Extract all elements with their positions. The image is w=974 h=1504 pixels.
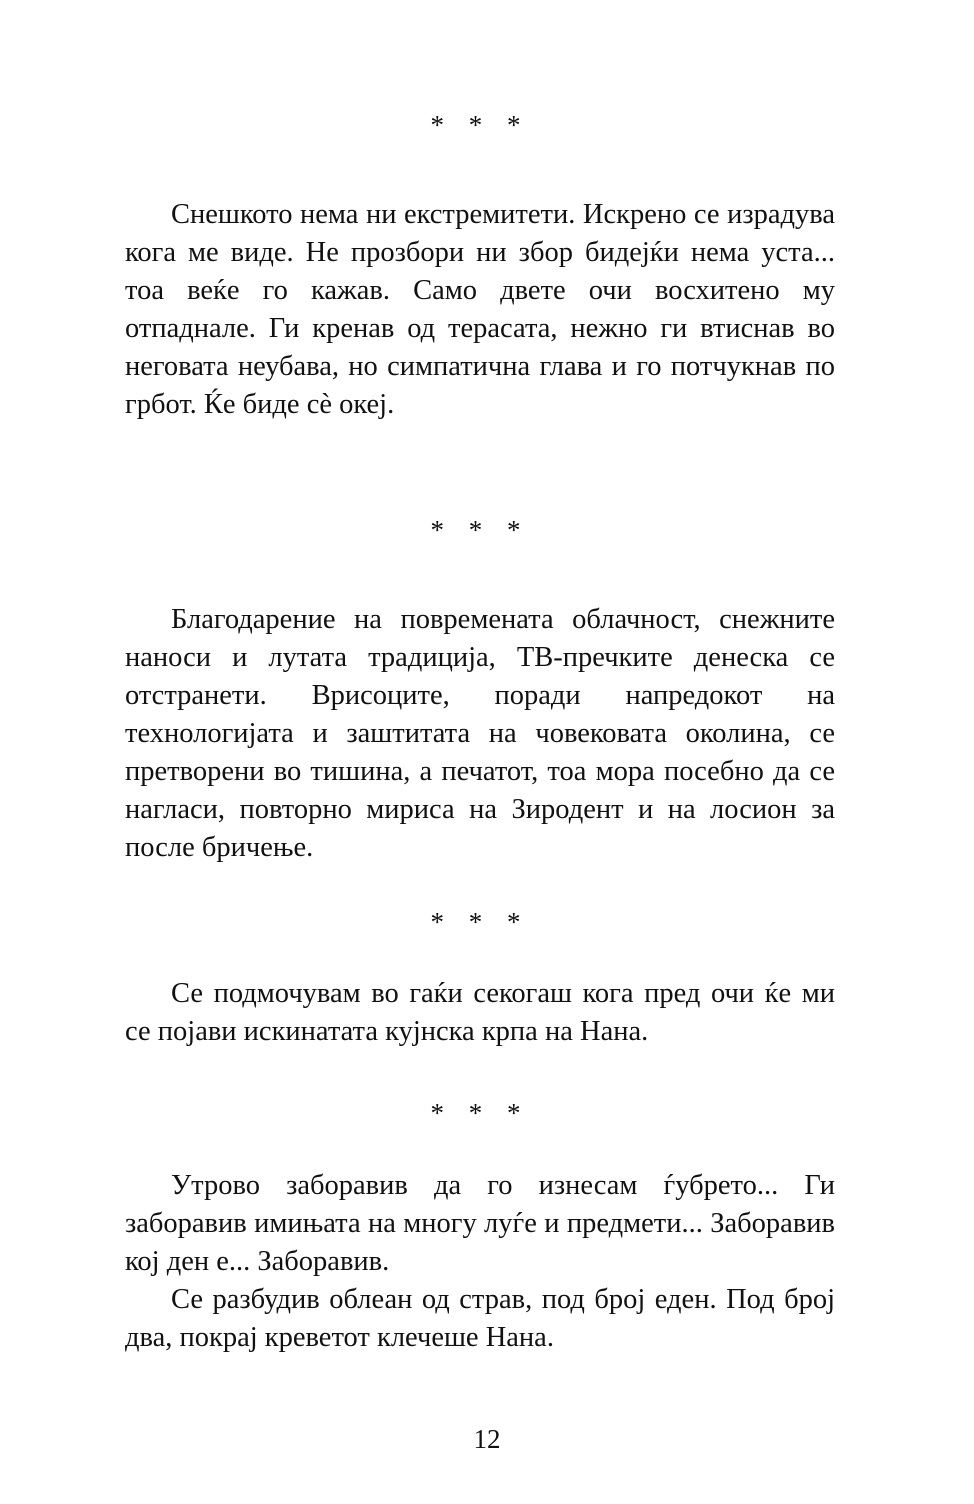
- paragraph: Се разбудив облеан од страв, под број еден. Под број два, покрај креветот клечеше Нана.: [125, 1284, 835, 1353]
- paragraph-block-4: [125, 1167, 835, 1357]
- section-separator-2: * * *: [430, 515, 530, 545]
- paragraph: Утрово заборавив да го изнесам ѓубрето... Ги заборавив имињата на многу луѓе и предмети... Заборавив кој ден е... Заборавив.: [125, 1170, 835, 1277]
- paragraph: Снешкото нема ни екстремитети. Искрено се израдува кога ме виде. Не прозбори ни збор бидејќи нема уста... тоа веќе го кажав. Само двете очи восхитено му отпаднале. Ги кренав од терасата, нежно ги втиснав во неговата неубава, но симпатична глава и го потчукнав по грбот. Ќе биде сѐ океј.: [125, 199, 835, 420]
- paragraph-block-3: [125, 975, 835, 1051]
- section-separator-3: * * *: [430, 907, 530, 937]
- paragraph: Се подмочувам во гаќи секогаш кога пред очи ќе ми се појави искинатата кујнска крпа на Нана.: [125, 978, 835, 1047]
- text-column: [125, 0, 835, 1504]
- paragraph-block-1: [125, 196, 835, 424]
- paragraph-block-2: [125, 601, 835, 867]
- page-number: 12: [473, 1424, 501, 1454]
- section-separator-4: * * *: [430, 1098, 530, 1128]
- section-separator-1: * * *: [430, 110, 530, 140]
- paragraph: Благодарение на повремената облачност, снежните наноси и лутата традиција, ТВ-пречките денеска се отстранети. Врисоците, поради напредокот на технологијата и заштитата на човековата околина, се претворени во тишина, а печатот, тоа мора посебно да се нагласи, повторно мириса на Зиродент и на лосион за после бричење.: [125, 604, 835, 863]
